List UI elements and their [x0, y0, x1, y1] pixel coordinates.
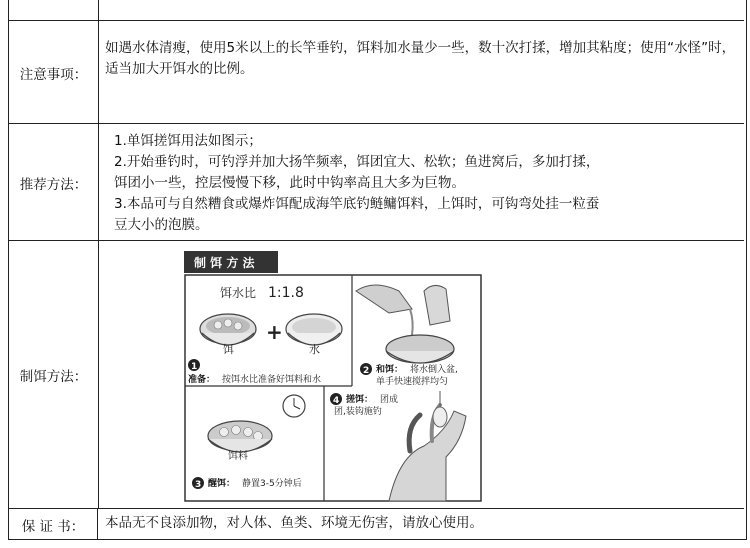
row-top-label-cell: [9, 0, 99, 20]
ratio-label: 饵水比: [220, 286, 257, 300]
method-line: 1.单饵搓饵用法如图示；: [114, 133, 262, 149]
step2-number: 2: [363, 366, 370, 376]
plus-sign: +: [266, 320, 283, 344]
diagram-header: 制 饵 方 法: [194, 256, 255, 270]
step1-title: 准备：: [188, 375, 216, 385]
step4-number: 4: [333, 396, 340, 406]
hand-rolling-bait-icon: [389, 391, 466, 501]
bowl2-label: 水: [309, 343, 320, 356]
notes-label: 注意事项：: [9, 21, 99, 124]
method-line: 饵团小一些，控层慢慢下移，此时中钩率高且大多为巨物。: [114, 175, 465, 191]
row-notes: [9, 20, 744, 124]
prep-label: 制饵方法：: [9, 241, 99, 509]
step2-text-1: 将水倒入盆,: [410, 365, 458, 375]
step3-number: 3: [195, 480, 202, 490]
method-label: 推荐方法：: [9, 124, 99, 241]
method-text: [114, 131, 738, 236]
method-line: 3.本品可与自然糟食或爆炸饵配成海竿底钓鲢鳙饵料，上饵时，可钩弯处挂一粒蚕: [114, 196, 600, 212]
step4-text-1: 团成: [380, 395, 399, 405]
info-table: [8, 0, 747, 540]
step1-text: 按饵水比准备好饵料和水: [222, 375, 322, 385]
prep-diagram: [184, 251, 482, 505]
step4-title: 搓饵：: [346, 395, 374, 405]
notes-text: 如遇水体清瘦，使用5米以上的长竿垂钓，饵料加水量少一些，数十次打揉，增加其粘度；使用“水怪”时，适当加大开饵水的比例。: [105, 40, 736, 77]
bowl1-label: 饵: [223, 343, 234, 356]
step2-title: 和饵：: [376, 365, 404, 375]
bowl-water-icon: [286, 314, 342, 345]
row-top-cut: [9, 0, 744, 20]
step2-text-2: 单手快速搅拌均匀: [376, 377, 449, 387]
bowl-bait-icon: [200, 314, 256, 345]
step3-title: 醒饵：: [208, 479, 236, 489]
ratio-value: 1:1.8: [268, 285, 304, 301]
method-line: 豆大小的泡膜。: [114, 217, 209, 233]
step4-text-2: 团,装钩施钓: [334, 407, 382, 417]
clock-icon: [283, 395, 305, 417]
step3-bowl-label: 饵料: [228, 451, 248, 462]
method-line: 2.开始垂钓时，可钓浮并加大扬竿频率，饵团宜大、松软；鱼进窝后，多加打揉，: [114, 154, 600, 170]
pouring-hands-icon: [356, 285, 454, 363]
row-method: [9, 123, 744, 241]
bowl-resting-icon: [208, 421, 272, 452]
step3-text: 静置3-5分钟后: [242, 479, 302, 489]
guarantee-text: 本品无不良添加物，对人体、鱼类、环境无伤害，请放心使用。: [105, 515, 483, 531]
step1-number: 1: [191, 362, 198, 372]
row-prep: [9, 240, 744, 509]
row-guarantee: [9, 508, 744, 540]
guarantee-label: 保 证 书：: [9, 509, 98, 540]
